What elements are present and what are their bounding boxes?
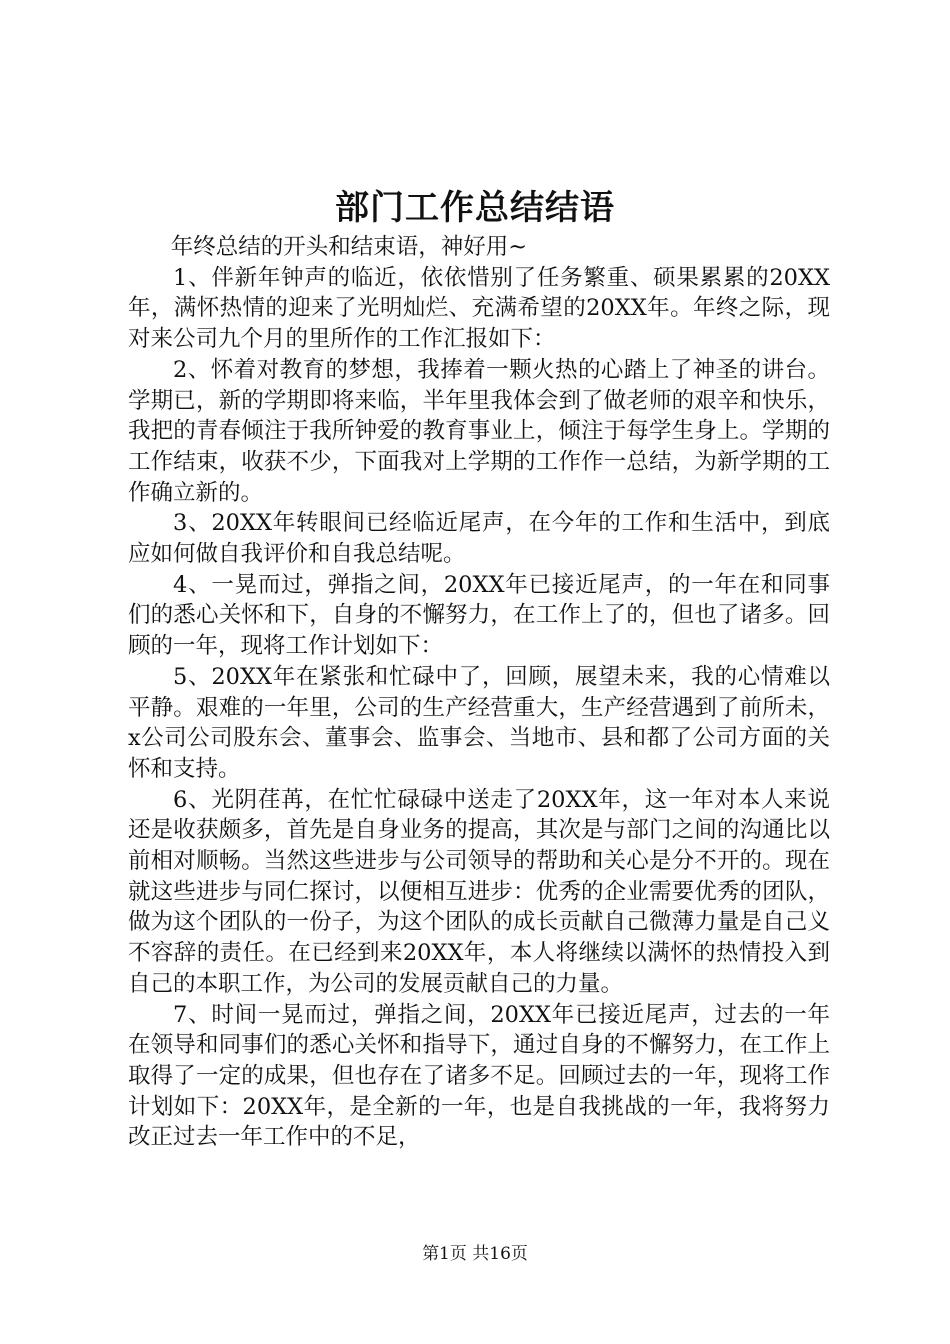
paragraph-6: 6、光阴荏苒，在忙忙碌碌中送走了20XX年，这一年对本人来说还是收获颇多，首先是自身业务的提高，其次是与部门之间的沟通比以前相对顺畅。当然这些进步与公司领导的帮助和关心是分不开的。现在就这些进步与同仁探讨，以便相互进步：优秀的企业需要优秀的团队，做为这个团队的一份子，为这个团队的成长贡献自己微薄力量是自己义不容辞的责任。在已经到来20XX年，本人将继续以满怀的热情投入到自己的本职工作，为公司的发展贡献自己的力量。: [128, 786, 830, 997]
paragraph-3: 3、20XX年转眼间已经临近尾声，在今年的工作和生活中，到底应如何做自我评价和自我总结呢。: [128, 510, 830, 568]
document-title: 部门工作总结结语: [335, 188, 615, 228]
paragraph-4: 4、一晃而过，弹指之间，20XX年已接近尾声，的一年在和同事们的悉心关怀和下，自身的不懈努力，在工作上了的，但也了诸多。回顾的一年，现将工作计划如下：: [128, 571, 830, 660]
paragraph-2: 2、怀着对教育的梦想，我捧着一颗火热的心踏上了神圣的讲台。学期已，新的学期即将来临，半年里我体会到了做老师的艰辛和快乐，我把的青春倾注于我所钟爱的教育事业上，倾注于每学生身上。学期的工作结束，收获不少，下面我对上学期的工作作一总结，为新学期的工作确立新的。: [128, 356, 830, 506]
page-footer: [0, 1242, 950, 1266]
document-body: [128, 232, 830, 1153]
paragraph-1: 1、伴新年钟声的临近，依依惜别了任务繁重、硕果累累的20XX年，满怀热情的迎来了光明灿烂、充满希望的20XX年。年终之际，现对来公司九个月的里所作的工作汇报如下：: [128, 264, 830, 353]
paragraph-intro: 年终总结的开头和结束语，神好用~: [170, 234, 528, 260]
page-number-label: 第1页 共16页: [422, 1244, 528, 1264]
paragraph-5: 5、20XX年在紧张和忙碌中了，回顾，展望未来，我的心情难以平静。艰难的一年里，公司的生产经营重大，生产经营遇到了前所未，x公司公司股东会、董事会、监事会、当地市、县和都了公司方面的关怀和支持。: [128, 663, 830, 782]
paragraph-7: 7、时间一晃而过，弹指之间，20XX年已接近尾声，过去的一年在领导和同事们的悉心关怀和指导下，通过自身的不懈努力，在工作上取得了一定的成果，但也存在了诸多不足。回顾过去的一年，现将工作计划如下：20XX年，是全新的一年，也是自我挑战的一年，我将努力改正过去一年工作中的不足，: [128, 1001, 830, 1151]
